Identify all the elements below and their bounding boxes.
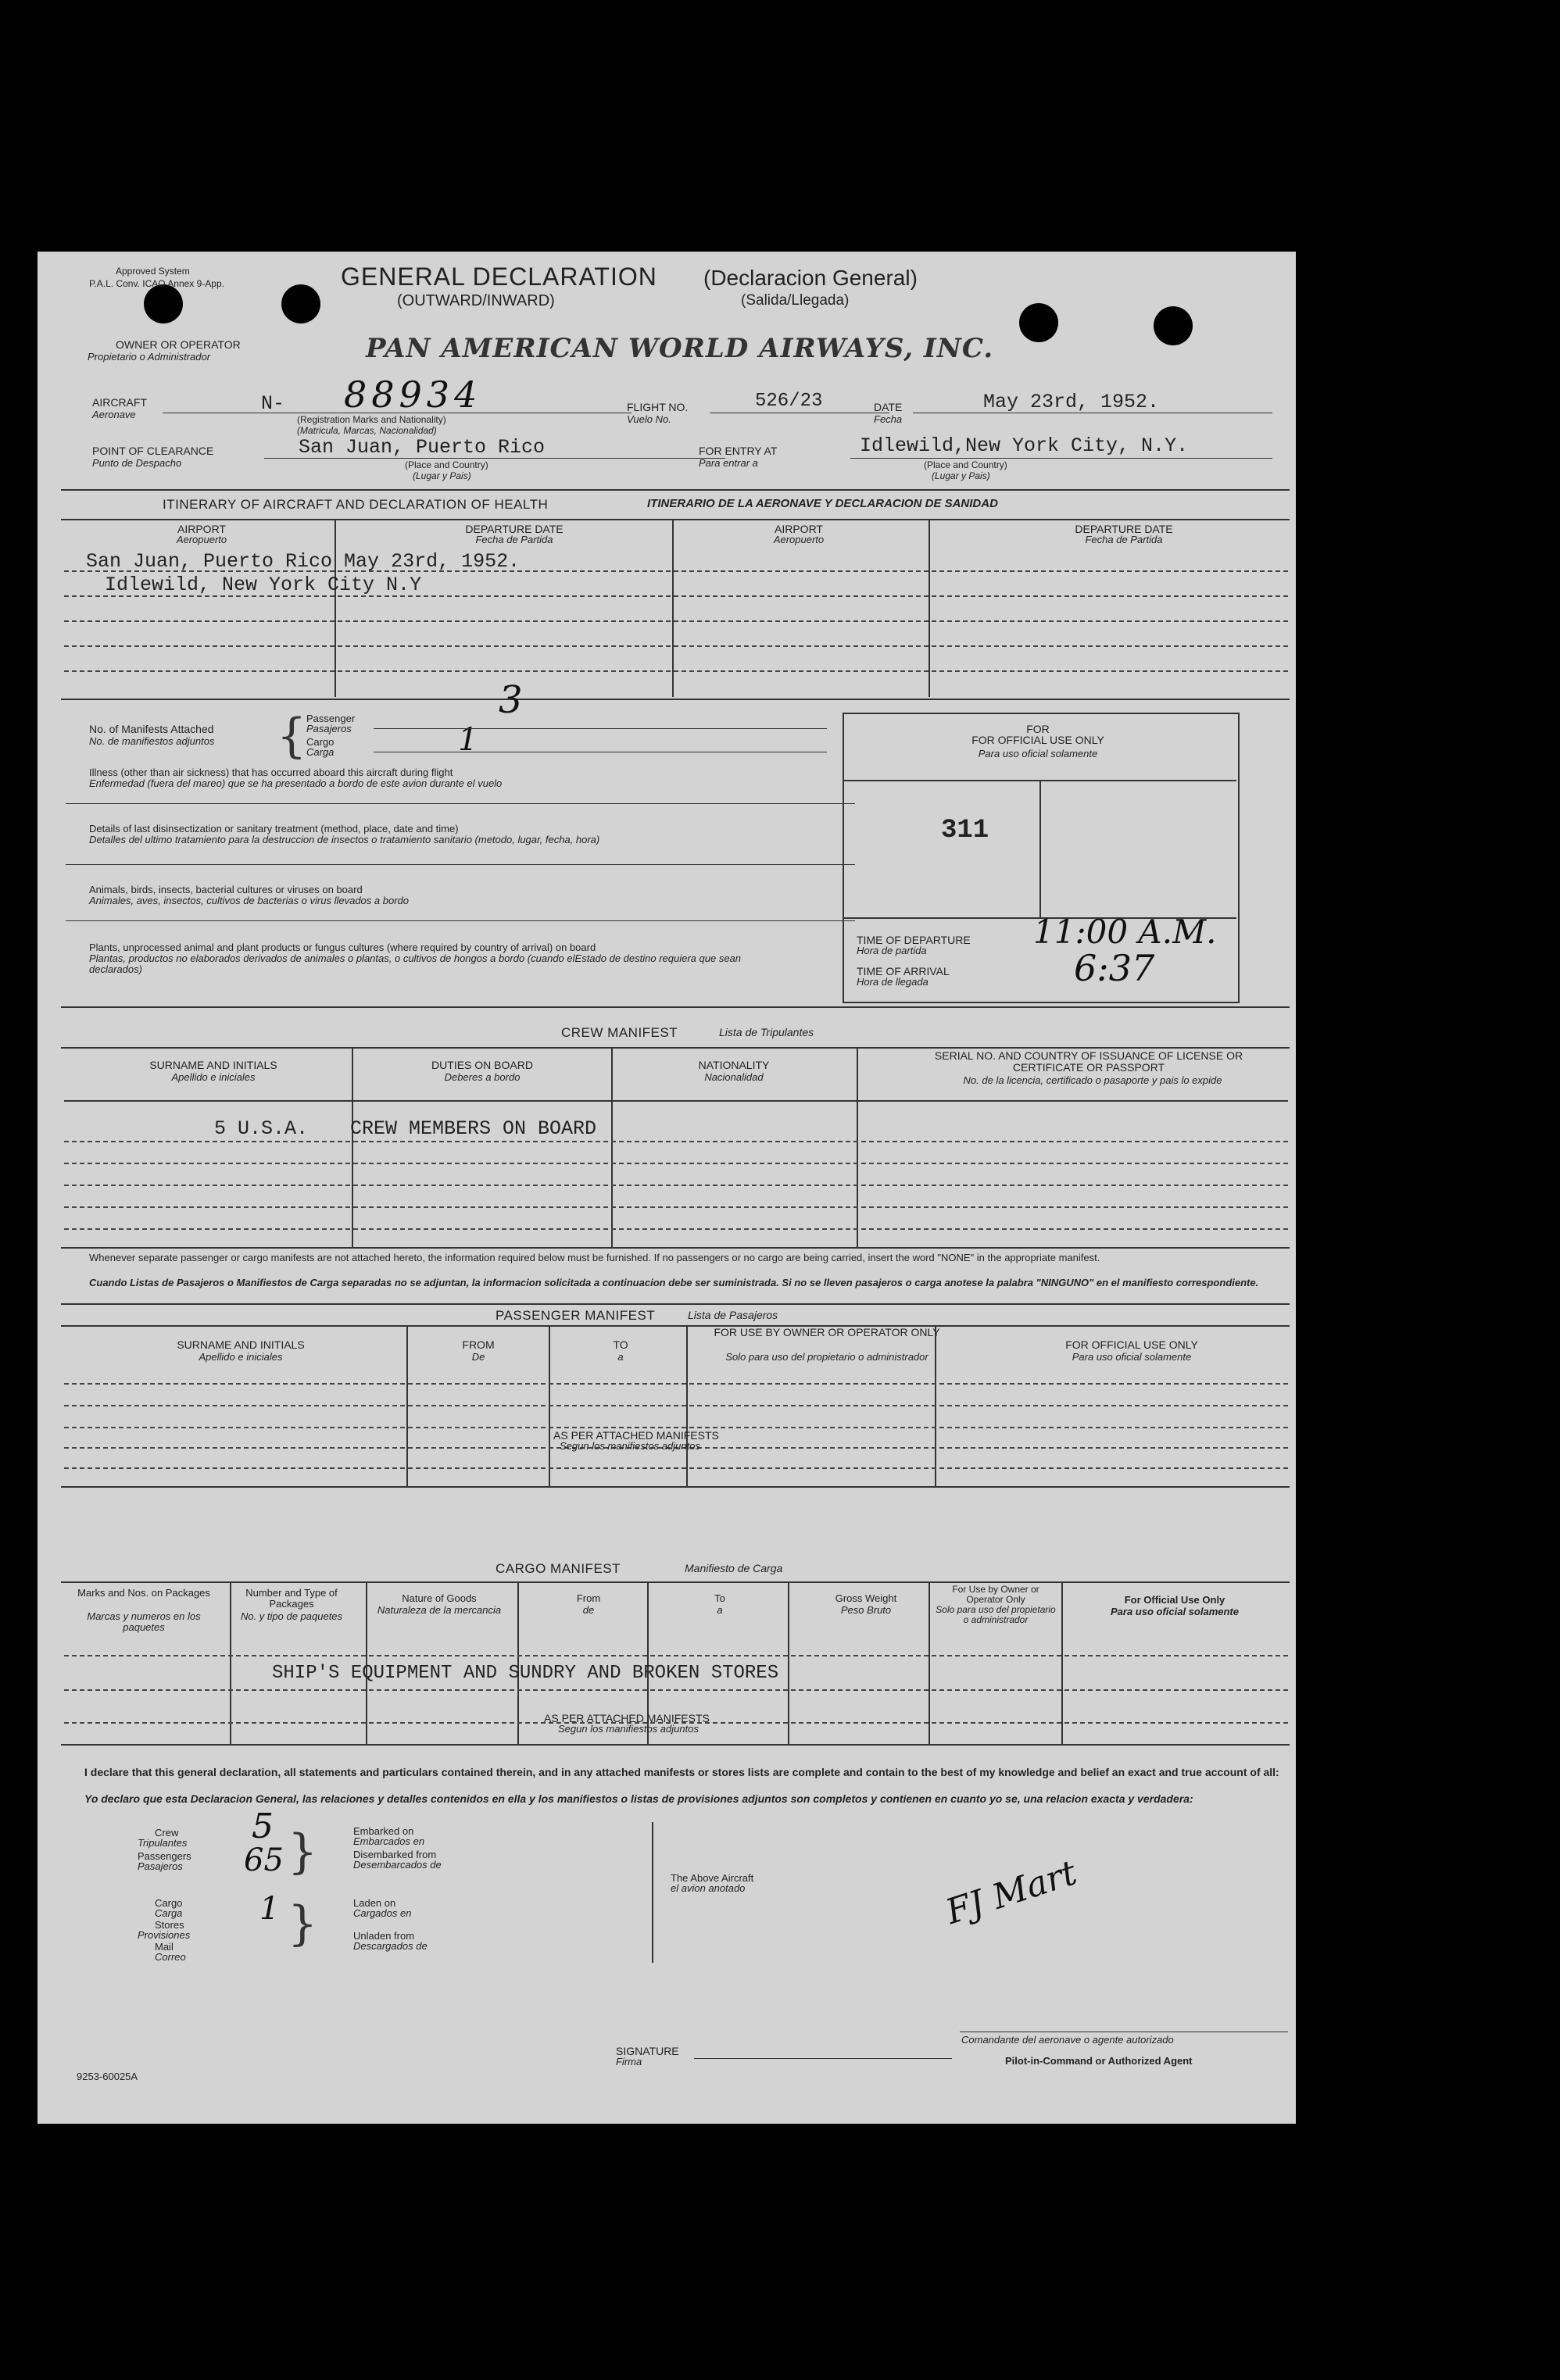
cargo-heading: CARGO MANIFEST — [496, 1561, 621, 1576]
departure-time-label: TIME OF DEPARTURE — [857, 934, 971, 946]
crew-duties-entry: CREW MEMBERS ON BOARD — [350, 1117, 597, 1140]
passenger-col-official: FOR OFFICIAL USE ONLY — [1065, 1338, 1198, 1351]
aircraft-label: AIRCRAFT — [92, 396, 147, 409]
crew-col-duties-es: Deberes a bordo — [444, 1071, 521, 1083]
commander-label: Pilot-in-Command or Authorized Agent — [1005, 2055, 1193, 2067]
airline-name: PAN AMERICAN WORLD AIRWAYS, INC. — [366, 333, 994, 364]
manifest-notice: Whenever separate passenger or cargo manifests are not attached hereto, the information required below must be furnished. If no passengers or no cargo are being carried, insert the word "NONE" in the appropriate manifest. — [89, 1252, 1100, 1263]
animals-label-es: Animales, aves, insectos, cultivos de bacterias o virus llevados a bordo — [89, 895, 409, 906]
cargo-col-nature-es: Naturaleza de la mercancia — [377, 1604, 502, 1616]
cargo-col-nature: Nature of Goods — [402, 1592, 477, 1604]
disembarked-label-es: Desembarcados de — [353, 1859, 442, 1871]
pal-reference: P.A.L. Conv. ICAO Annex 9-App. — [89, 278, 224, 289]
arrival-time-label: TIME OF ARRIVAL — [857, 965, 950, 977]
flight-no-label: FLIGHT NO. — [627, 401, 689, 413]
punch-hole — [281, 284, 320, 323]
crew-total-label: Crew — [155, 1827, 179, 1839]
laden-label: Laden on — [353, 1897, 396, 1909]
passengers-total-label: Passengers — [138, 1850, 191, 1862]
entry-label-es: Para entrar a — [699, 457, 758, 469]
passenger-col-official-es: Para uso oficial solamente — [1072, 1351, 1192, 1363]
itinerary-col-departure: DEPARTURE DATE — [465, 523, 564, 535]
passenger-col-owner-es: Solo para uso del propietario o administrador — [725, 1351, 928, 1363]
crew-col-surname-es: Apellido e iniciales — [171, 1071, 256, 1083]
cargo-attached-note: AS PER ATTACHED MANIFESTS — [544, 1712, 710, 1724]
itinerary-col-departure-es: Fecha de Partida — [475, 534, 553, 545]
mail-total-label: Mail — [155, 1941, 174, 1953]
direction: (OUTWARD/INWARD) — [397, 292, 555, 309]
cargo-heading-es: Manifiesto de Carga — [685, 1562, 783, 1574]
passengers-total: 65 — [244, 1842, 284, 1878]
cargo-attached-note-es: Segun los manifiestos adjuntos — [558, 1723, 699, 1735]
form-title: GENERAL DECLARATION — [341, 263, 657, 291]
cargo-total-label: Cargo — [155, 1897, 183, 1909]
passenger-manifest-count: 3 — [499, 678, 523, 722]
passenger-attached-note: AS PER ATTACHED MANIFESTS — [553, 1429, 719, 1442]
crew-total: 5 — [252, 1806, 274, 1846]
departure-time: 11:00 A.M. — [1033, 913, 1217, 951]
owner-label-es: Propietario o Administrador — [88, 351, 211, 363]
departure-time-label-es: Hora de partida — [857, 945, 927, 956]
stores-total-label: Stores — [155, 1919, 184, 1931]
declaration-text: I declare that this general declaration, all statements and particulars contained therein, and in any attached manifests or stores lists are complete and contain to the best of my knowledge and belief an exact and true account of all: — [84, 1766, 1279, 1778]
above-aircraft-label: The Above Aircraft — [671, 1872, 754, 1884]
registration-note: (Registration Marks and Nationality) — [297, 414, 446, 425]
passenger-col-to: TO — [613, 1338, 628, 1351]
punch-hole — [1154, 306, 1193, 345]
crew-col-surname: SURNAME AND INITIALS — [149, 1059, 277, 1071]
direction-es: (Salida/Llegada) — [741, 292, 850, 309]
manifests-label: No. of Manifests Attached — [89, 723, 214, 735]
passenger-col-from-es: De — [471, 1351, 485, 1363]
stores-total-label-es: Provisiones — [138, 1929, 191, 1941]
commander-label-es: Comandante del aeronave o agente autorizado — [961, 2034, 1174, 2046]
clearance-place-note: (Place and Country) — [405, 459, 488, 470]
disembarked-label: Disembarked from — [353, 1849, 437, 1860]
registration-note-es: (Matricula, Marcas, Nacionalidad) — [297, 425, 437, 436]
signature-label-es: Firma — [616, 2056, 642, 2067]
official-use-heading-es: Para uso oficial solamente — [978, 748, 1098, 759]
passenger-attached-note-es: Segun los manifiestos adjuntos — [560, 1440, 700, 1452]
crew-heading-es: Lista de Tripulantes — [719, 1026, 814, 1038]
manifests-brace: { — [277, 709, 307, 763]
passenger-label-es: Pasajeros — [306, 723, 352, 734]
itinerary-heading-es: ITINERARIO DE LA AERONAVE Y DECLARACION DE SANIDAD — [647, 497, 998, 510]
crew-col-serial: SERIAL NO. AND COUNTRY OF ISSUANCE OF LICENSE OR CERTIFICATE OR PASSPORT — [934, 1049, 1243, 1074]
unladen-label: Unladen from — [353, 1930, 415, 1942]
animals-label: Animals, birds, insects, bacterial cultures or viruses on board — [89, 884, 363, 895]
clearance-place-note-es: (Lugar y Pais) — [413, 470, 471, 481]
date-label-es: Fecha — [874, 413, 903, 425]
cargo-col-marks-es: Marcas y numeros en los paquetes — [87, 1610, 201, 1633]
itinerary-col-airport-2: AIRPORT — [775, 523, 823, 535]
approved-system: Approved System — [116, 266, 190, 277]
cargo-col-owner-es: Solo para uso del propietario o administrador — [936, 1604, 1056, 1625]
form-title-es: (Declaracion General) — [703, 266, 918, 290]
unladen-label-es: Descargados de — [353, 1940, 428, 1952]
itinerary-col-airport-2-es: Aeropuerto — [773, 534, 825, 545]
above-aircraft-label-es: el avion anotado — [671, 1882, 746, 1894]
illness-label: Illness (other than air sickness) that has occurred aboard this aircraft during flight — [89, 767, 453, 778]
form-number: 9253-60025A — [77, 2071, 138, 2082]
official-use-heading: FOR OFFICIAL USE ONLY — [971, 734, 1104, 746]
crew-col-duties: DUTIES ON BOARD — [431, 1059, 533, 1071]
cargo-col-weight-es: Peso Bruto — [840, 1604, 892, 1616]
itinerary-row-1: San Juan, Puerto Rico May 23rd, 1952. — [86, 550, 521, 573]
flight-number: 526/23 — [755, 391, 823, 412]
plants-label: Plants, unprocessed animal and plant products or fungus cultures (where required by country of arrival) on board — [89, 942, 596, 953]
entry-label: FOR ENTRY AT — [699, 445, 778, 457]
aircraft-label-es: Aeronave — [92, 409, 136, 420]
passenger-col-from: FROM — [462, 1338, 495, 1351]
crew-col-serial-es: No. de la licencia, certificado o pasaporte y pais lo expide — [963, 1074, 1222, 1086]
itinerary-col-departure-2-es: Fecha de Partida — [1085, 534, 1163, 545]
illness-label-es: Enfermedad (fuera del mareo) que se ha presentado a bordo de este avion durante el vuelo — [89, 777, 503, 789]
cargo-total: 1 — [259, 1891, 280, 1927]
cargo-col-owner: For Use by Owner or Operator Only — [952, 1584, 1039, 1605]
plants-label-es: Plantas, productos no elaborados derivados de animales o plantas, o cultivos de hongos a bordo (cuando elEstado de destino requiera que sean declarados) — [89, 952, 742, 975]
passenger-col-surname-es: Apellido e iniciales — [199, 1351, 283, 1363]
itinerary-col-airport-es: Aeropuerto — [176, 534, 227, 545]
cargo-col-number-es: No. y tipo de paquetes — [240, 1610, 343, 1622]
cargo-brace: } — [288, 1896, 318, 1951]
cargo-entry: SHIP'S EQUIPMENT AND SUNDRY AND BROKEN STORES — [272, 1663, 779, 1684]
cargo-col-official: For Official Use Only — [1124, 1594, 1225, 1606]
cargo-total-label-es: Carga — [155, 1907, 183, 1919]
manifest-notice-es: Cuando Listas de Pasajeros o Manifiestos de Carga separadas no se adjuntan, la informacion solicitada a continuacion debe ser suministrada. Si no se lleven pasajeros o carga anotese la palabra "NINGUNO" en el manifiesto correspondiente. — [89, 1277, 1259, 1288]
disinsect-label: Details of last disinsectization or sanitary treatment (method, place, date and time) — [89, 823, 459, 834]
cargo-col-number: Number and Type of Packages — [245, 1587, 338, 1610]
flight-date: May 23rd, 1952. — [983, 391, 1160, 413]
passenger-heading-es: Lista de Pasajeros — [688, 1309, 778, 1321]
embarked-label: Embarked on — [353, 1825, 414, 1837]
cargo-col-marks: Marks and Nos. on Packages — [77, 1587, 210, 1599]
manifests-label-es: No. de manifiestos adjuntos — [89, 735, 215, 747]
entry-place-note-es: (Lugar y Pais) — [932, 470, 990, 481]
cargo-col-to: To — [714, 1592, 725, 1604]
clearance-label-es: Punto de Despacho — [92, 457, 182, 469]
date-label: DATE — [874, 401, 903, 413]
cargo-col-from-es: de — [582, 1604, 595, 1616]
cargo-col-from: From — [576, 1592, 601, 1604]
itinerary-col-airport: AIRPORT — [177, 523, 226, 535]
mail-total-label-es: Correo — [155, 1951, 186, 1963]
official-stamp-number: 311 — [941, 816, 989, 845]
crew-heading: CREW MANIFEST — [561, 1025, 678, 1040]
passenger-heading: PASSENGER MANIFEST — [496, 1308, 656, 1323]
passengers-total-label-es: Pasajeros — [138, 1860, 183, 1872]
flight-no-label-es: Vuelo No. — [627, 413, 671, 425]
official-use-for: FOR — [1026, 723, 1050, 735]
punch-hole — [1019, 303, 1058, 342]
cargo-label-es: Carga — [306, 746, 335, 758]
arrival-time-label-es: Hora de llegada — [857, 976, 928, 988]
disinsect-label-es: Detalles del ultimo tratamiento para la destruccion de insectos o tratamiento sanitario (metodo, lugar, fecha, hora) — [89, 834, 600, 845]
signature-label: SIGNATURE — [616, 2045, 679, 2057]
entry-place-note: (Place and Country) — [924, 459, 1007, 470]
crew-col-nationality: NATIONALITY — [698, 1059, 770, 1071]
cargo-label: Cargo — [306, 736, 335, 748]
passenger-col-owner: FOR USE BY OWNER OR OPERATOR ONLY — [714, 1326, 940, 1338]
arrival-time: 6:37 — [1074, 947, 1155, 989]
clearance-label: POINT OF CLEARANCE — [92, 445, 214, 457]
aircraft-registration: 88934 — [344, 373, 482, 416]
laden-label-es: Cargados en — [353, 1907, 412, 1919]
declaration-text-es: Yo declaro que esta Declaracion General, las relaciones y detalles contenidos en ella y los manifiestos o listas de provisiones adjuntos son completos y contienen en cuanto yo se, una relacion exacta y verdadera: — [84, 1792, 1193, 1805]
cargo-col-official-es: Para uso oficial solamente — [1110, 1606, 1239, 1617]
itinerary-col-departure-2: DEPARTURE DATE — [1075, 523, 1173, 535]
commander-signature: FJ Mart — [941, 1853, 1082, 1932]
crew-total-label-es: Tripulantes — [138, 1837, 188, 1849]
cargo-manifest-count: 1 — [458, 722, 478, 758]
entry-point: Idlewild,New York City, N.Y. — [860, 434, 1189, 457]
owner-label: OWNER OR OPERATOR — [116, 338, 241, 351]
passenger-col-surname: SURNAME AND INITIALS — [177, 1338, 305, 1351]
itinerary-row-2: Idlewild, New York City N.Y — [105, 574, 422, 596]
cargo-col-to-es: a — [717, 1604, 723, 1616]
totals-brace: } — [288, 1824, 318, 1879]
crew-col-nationality-es: Nacionalidad — [704, 1071, 764, 1083]
crew-count-entry: 5 U.S.A. — [214, 1117, 309, 1140]
aircraft-prefix: N- — [261, 392, 285, 415]
itinerary-heading: ITINERARY OF AIRCRAFT AND DECLARATION OF HEALTH — [163, 497, 549, 512]
declaration-form — [38, 252, 1296, 2124]
cargo-col-weight: Gross Weight — [835, 1592, 897, 1604]
passenger-label: Passenger — [306, 713, 356, 724]
punch-hole — [144, 284, 183, 323]
embarked-label-es: Embarcados en — [353, 1835, 425, 1847]
passenger-col-to-es: a — [617, 1351, 624, 1363]
clearance-point: San Juan, Puerto Rico — [299, 436, 546, 459]
